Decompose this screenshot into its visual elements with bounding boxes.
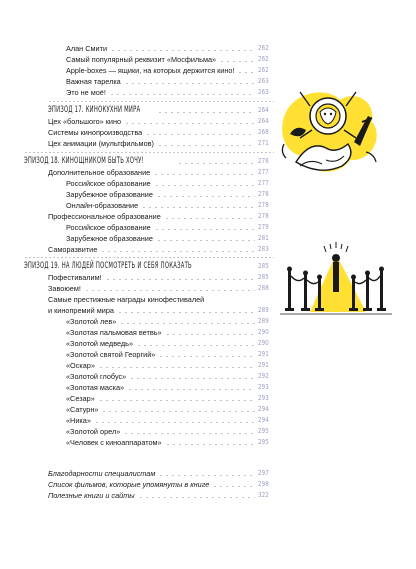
toc-entry[interactable] xyxy=(66,199,272,210)
toc-entry[interactable] xyxy=(66,381,272,392)
leader-dots xyxy=(177,163,255,164)
section-divider xyxy=(24,152,274,153)
toc-entry-page: 271 xyxy=(258,139,269,147)
toc-entry[interactable] xyxy=(66,337,272,348)
episode-title: ЭПИЗОД 19. НА ЛЮДЕЙ ПОСМОТРЕТЬ И СЕБЯ ПОКАЗАТЬ xyxy=(24,261,192,271)
leader-dots xyxy=(119,323,255,324)
toc-entry-page: 277 xyxy=(258,179,269,187)
toc-entry-page: 290 xyxy=(258,328,269,336)
toc-entry-label: Российское образование xyxy=(66,179,151,188)
toc-entry[interactable] xyxy=(66,359,272,370)
toc-entry[interactable] xyxy=(66,42,272,53)
leader-dots xyxy=(136,345,255,346)
leader-dots xyxy=(98,400,255,401)
toc-entry-page: 294 xyxy=(258,405,269,413)
leader-dots xyxy=(157,145,255,146)
leader-dots xyxy=(157,112,255,113)
toc-entry[interactable] xyxy=(66,326,272,337)
toc-entry-label: «Золотой глобус» xyxy=(66,372,127,381)
leader-dots xyxy=(117,312,255,313)
toc-entry[interactable] xyxy=(66,425,272,436)
toc-entry-page: 285 xyxy=(258,262,269,270)
section-divider xyxy=(48,101,274,102)
leader-dots xyxy=(153,174,255,175)
leader-dots xyxy=(123,433,255,434)
leader-dots xyxy=(101,411,255,412)
toc-entry-page: 283 xyxy=(258,245,269,253)
toc-entry[interactable] xyxy=(66,221,272,232)
toc-entry[interactable] xyxy=(48,137,272,148)
toc-entry-page: 262 xyxy=(258,55,269,63)
episode-title: ЭПИЗОД 18. КИНОЩНИКОМ БЫТЬ ХОЧУ! xyxy=(24,156,144,166)
leader-dots xyxy=(219,61,255,62)
toc-entry-page: 281 xyxy=(258,234,269,242)
leader-dots xyxy=(110,50,255,51)
toc-entry-label: Профессиональное образование xyxy=(48,212,161,221)
toc-entry-page: 263 xyxy=(258,77,269,85)
toc-entry-label: «Золотой лев» xyxy=(66,317,117,326)
toc-entry[interactable] xyxy=(66,188,272,199)
toc-entry-page: 279 xyxy=(258,223,269,231)
toc-entry-page: 293 xyxy=(258,383,269,391)
toc-entry-page: 276 xyxy=(258,157,269,165)
toc-entry-label: Самые престижные награды кинофестивалей xyxy=(48,295,205,304)
section-divider xyxy=(24,257,274,258)
toc-episode-18[interactable] xyxy=(24,155,272,166)
toc-entry-page: 264 xyxy=(258,117,269,125)
leader-dots xyxy=(158,475,255,476)
toc-entry-label: Полезные книги и сайты xyxy=(48,491,135,500)
toc-entry-label: «Оскар» xyxy=(66,361,95,370)
leader-dots xyxy=(156,196,255,197)
toc-entry-page: 262 xyxy=(258,66,269,74)
toc-entry-label: Самый популярный реквизит «Мосфильма» xyxy=(66,55,217,64)
leader-dots xyxy=(105,279,255,280)
toc-entry-label: «Золотой орел» xyxy=(66,427,121,436)
film-heroes-illustration xyxy=(276,82,388,186)
toc-entry-page: 278 xyxy=(258,201,269,209)
toc-entry[interactable] xyxy=(48,467,272,478)
toc-entry-page: 289 xyxy=(258,306,269,314)
leader-dots xyxy=(156,240,255,241)
toc-entry-label: Алан Смити xyxy=(66,44,108,53)
leader-dots xyxy=(129,378,255,379)
leader-dots xyxy=(158,356,255,357)
toc-entry-label: Завоюем! xyxy=(48,284,81,293)
red-carpet-illustration xyxy=(280,240,392,320)
toc-entry[interactable] xyxy=(66,392,272,403)
toc-entry-page: 264 xyxy=(258,106,269,114)
toc-entry[interactable] xyxy=(66,370,272,381)
toc-entry[interactable] xyxy=(48,282,272,293)
leader-dots xyxy=(212,486,255,487)
toc-entry-label: «Золотой медведь» xyxy=(66,339,134,348)
toc-entry[interactable] xyxy=(48,243,272,254)
toc-entry-page: 262 xyxy=(258,44,269,52)
leader-dots xyxy=(237,72,255,73)
episode-title: ЭПИЗОД 17. КИНОКУХНИ МИРА xyxy=(48,105,141,115)
toc-entry-page: 291 xyxy=(258,361,269,369)
toc-entry-awards-line1[interactable] xyxy=(48,293,272,304)
leader-dots xyxy=(109,94,255,95)
toc-entry[interactable] xyxy=(66,53,272,64)
toc-entry[interactable] xyxy=(48,210,272,221)
leader-dots xyxy=(100,251,255,252)
toc-entry-label: Цех «большого» кино xyxy=(48,117,122,126)
toc-entry-page: 278 xyxy=(258,212,269,220)
toc-entry-label: и кинопремий мира xyxy=(48,306,114,315)
leader-dots xyxy=(124,83,255,84)
toc-entry[interactable] xyxy=(66,64,272,75)
toc-entry-awards-line2[interactable] xyxy=(48,304,272,315)
leader-dots xyxy=(154,229,255,230)
toc-entry[interactable] xyxy=(48,126,272,137)
leader-dots xyxy=(84,290,255,291)
toc-entry[interactable] xyxy=(66,436,272,447)
toc-entry-page: 289 xyxy=(258,317,269,325)
toc-entry[interactable] xyxy=(66,403,272,414)
toc-entry-page: 263 xyxy=(258,88,269,96)
toc-entry[interactable] xyxy=(48,271,272,282)
toc-entry[interactable] xyxy=(66,177,272,188)
toc-episode-19[interactable] xyxy=(24,260,272,271)
toc-entry-label: Системы кинопроизводства xyxy=(48,128,143,137)
leader-dots xyxy=(127,389,255,390)
toc-entry-label: «Золотой святой Георгий» xyxy=(66,350,156,359)
toc-entry-label: Онлайн-образование xyxy=(66,201,139,210)
toc-entry[interactable] xyxy=(66,414,272,425)
toc-entry-label: Apple-boxes — ящики, на которых держится кино! xyxy=(66,66,235,75)
toc-entry-label: Важная тарелка xyxy=(66,77,121,86)
toc-entry[interactable] xyxy=(66,75,272,86)
toc-entry-label: «Сатурн» xyxy=(66,405,99,414)
leader-dots xyxy=(165,444,255,445)
toc-entry-page: 277 xyxy=(258,168,269,176)
toc-entry-label: «Ника» xyxy=(66,416,91,425)
toc-entry-label: Зарубежное образование xyxy=(66,190,153,199)
toc-entry-label: Дополнительное образование xyxy=(48,168,151,177)
leader-dots xyxy=(164,218,255,219)
toc-entry-page: 278 xyxy=(258,190,269,198)
toc-entry-page: 295 xyxy=(258,438,269,446)
toc-entry-label: Пофестивалим! xyxy=(48,273,102,282)
toc-episode-17[interactable] xyxy=(48,104,272,115)
leader-dots xyxy=(154,185,255,186)
toc-entry-page: 285 xyxy=(258,273,269,281)
toc-entry-label: «Золотая пальмовая ветвь» xyxy=(66,328,162,337)
toc-entry-label: «Золотая маска» xyxy=(66,383,125,392)
leader-dots xyxy=(145,134,255,135)
toc-entry[interactable] xyxy=(66,86,272,97)
toc-entry-page: 295 xyxy=(258,427,269,435)
toc-entry-page: 268 xyxy=(258,128,269,136)
toc-entry-label: «Сезар» xyxy=(66,394,95,403)
leader-dots xyxy=(141,207,255,208)
leader-dots xyxy=(94,422,255,423)
toc-entry-page: 290 xyxy=(258,339,269,347)
toc-entry[interactable] xyxy=(66,348,272,359)
toc-entry[interactable] xyxy=(66,232,272,243)
toc-entry-label: Список фильмов, которые упомянуты в книге xyxy=(48,480,210,489)
toc-entry-page: 297 xyxy=(258,469,269,477)
toc-entry-label: «Человек с киноаппаратом» xyxy=(66,438,162,447)
toc-entry-label: Саморазвитие xyxy=(48,245,98,254)
toc-entry[interactable] xyxy=(48,166,272,177)
leader-dots xyxy=(165,334,255,335)
toc-entry-page: 322 xyxy=(258,491,269,499)
toc-entry[interactable] xyxy=(48,489,272,500)
toc-entry-page: 288 xyxy=(258,284,269,292)
leader-dots xyxy=(138,497,255,498)
leader-dots xyxy=(124,123,255,124)
toc-entry-page: 294 xyxy=(258,416,269,424)
toc-entry-label: Зарубежное образование xyxy=(66,234,153,243)
toc-entry[interactable] xyxy=(66,315,272,326)
toc-entry-page: 292 xyxy=(258,372,269,380)
toc-entry-page: 298 xyxy=(258,480,269,488)
toc-entry-label: Российское образование xyxy=(66,223,151,232)
toc-entry-page: 291 xyxy=(258,350,269,358)
leader-dots xyxy=(98,367,255,368)
toc-entry[interactable] xyxy=(48,478,272,489)
toc-entry-label: Это не моё! xyxy=(66,88,106,97)
toc-entry[interactable] xyxy=(48,115,272,126)
toc-entry-page: 293 xyxy=(258,394,269,402)
toc-entry-label: Цех анимации (мультфильмов) xyxy=(48,139,154,148)
toc-entry-label: Благодарности специалистам xyxy=(48,469,156,478)
